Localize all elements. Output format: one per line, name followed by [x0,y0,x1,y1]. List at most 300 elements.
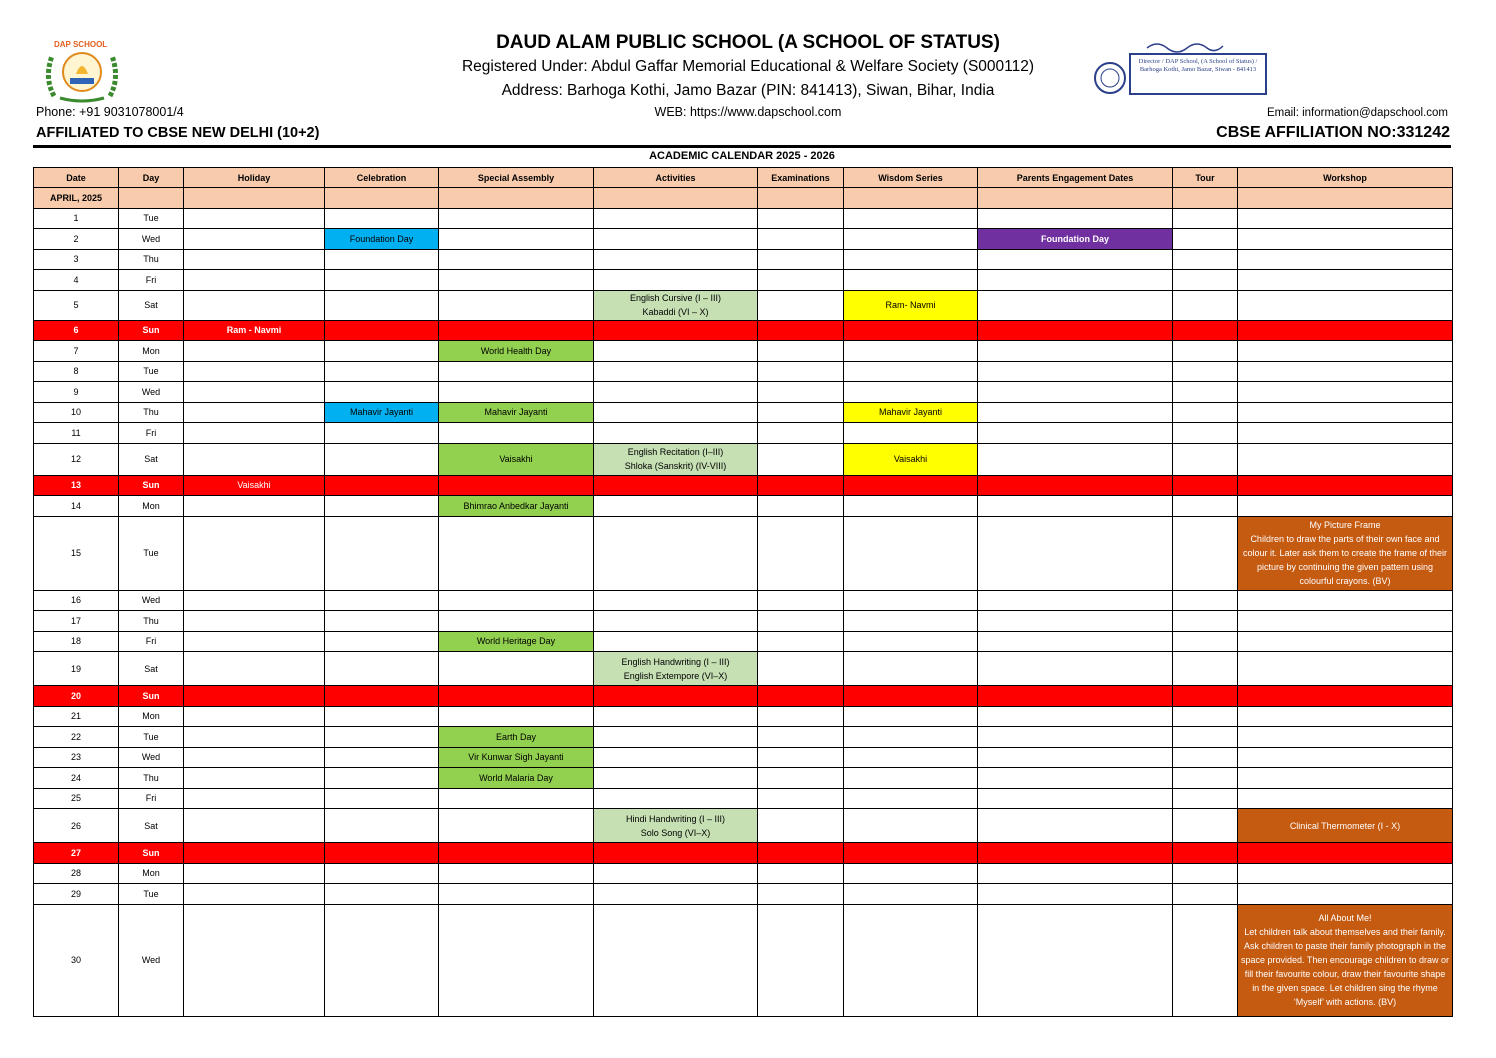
assembly-cell [439,904,594,1016]
date-cell: 12 [34,443,119,475]
activities-cell [594,475,758,496]
calendar-row [34,229,1453,250]
workshop-cell [1238,809,1453,843]
date-cell: 10 [34,402,119,423]
wisdom-cell [844,611,978,632]
assembly-cell [439,788,594,809]
examinations-cell [758,496,844,517]
calendar-row [34,320,1453,341]
assembly-cell [439,423,594,444]
date-cell: 1 [34,208,119,229]
tour-cell [1173,270,1238,291]
examinations-cell [758,863,844,884]
column-header: Tour [1173,168,1238,188]
examinations-cell [758,631,844,652]
wisdom-cell [844,496,978,517]
wisdom-cell [844,904,978,1016]
calendar-row [34,382,1453,403]
calendar-row [34,402,1453,423]
assembly-cell [439,809,594,843]
website-link[interactable]: WEB: https://www.dapschool.com [654,105,842,119]
parents-engagement-cell [978,402,1173,423]
celebration-cell [325,611,439,632]
column-header: Holiday [184,168,325,188]
calendar-row [34,361,1453,382]
assembly-cell [439,382,594,403]
date-cell: 6 [34,320,119,341]
calendar-title: ACADEMIC CALENDAR 2025 - 2026 [649,150,835,162]
tour-cell [1173,747,1238,768]
parents-engagement-cell [978,249,1173,270]
celebration-cell [325,652,439,686]
holiday-cell [184,611,325,632]
activities-cell [594,290,758,320]
celebration-cell [325,590,439,611]
parents-engagement-cell [978,208,1173,229]
activities-cell-line: English Cursive (I – III) [629,293,722,303]
workshop-cell [1238,706,1453,727]
holiday-cell [184,361,325,382]
workshop-cell [1238,904,1453,1016]
assembly-cell [439,863,594,884]
activities-cell [594,809,758,843]
tour-cell [1173,229,1238,250]
parents-engagement-cell [978,516,1173,590]
tour-cell [1173,631,1238,652]
examinations-cell [758,884,844,905]
phone-number: Phone: +91 9031078001/4 [36,105,184,119]
examinations-cell [758,904,844,1016]
column-header: Workshop [1238,168,1453,188]
holiday-cell [184,443,325,475]
parents-engagement-cell [978,443,1173,475]
assembly-cell: Mahavir Jayanti [439,402,594,423]
tour-cell [1173,809,1238,843]
day-cell: Sat [119,652,184,686]
wisdom-cell [844,652,978,686]
calendar-row [34,843,1453,864]
date-cell: 20 [34,686,119,707]
wisdom-cell [844,631,978,652]
assembly-cell: Vaisakhi [439,443,594,475]
calendar-row [34,270,1453,291]
activities-cell [594,590,758,611]
month-row [34,188,1453,209]
examinations-cell [758,516,844,590]
assembly-cell: World Health Day [439,341,594,362]
affiliation-number: CBSE AFFILIATION NO:331242 [1216,124,1450,141]
day-cell: Tue [119,884,184,905]
day-cell: Sun [119,843,184,864]
tour-cell [1173,590,1238,611]
celebration-cell [325,249,439,270]
activities-cell-line: English Handwriting (I – III) [621,656,730,667]
calendar-row [34,443,1453,475]
examinations-cell [758,320,844,341]
date-cell: 24 [34,768,119,789]
day-cell: Thu [119,402,184,423]
assembly-cell [439,290,594,320]
day-cell: Mon [119,706,184,727]
tour-cell [1173,863,1238,884]
activities-cell [594,249,758,270]
date-cell: 16 [34,590,119,611]
assembly-cell: World Malaria Day [439,768,594,789]
tour-cell [1173,443,1238,475]
calendar-row [34,516,1453,590]
assembly-cell [439,843,594,864]
celebration-cell [325,475,439,496]
wisdom-cell [844,361,978,382]
examinations-cell [758,611,844,632]
parents-engagement-cell [978,727,1173,748]
workshop-cell [1238,516,1453,590]
parents-engagement-cell [978,290,1173,320]
assembly-cell [439,229,594,250]
date-cell: 4 [34,270,119,291]
school-name: DAUD ALAM PUBLIC SCHOOL (A SCHOOL OF STATUS) [496,32,1000,53]
table-header-row [34,168,1453,188]
workshop-cell [1238,496,1453,517]
calendar-row [34,863,1453,884]
examinations-cell [758,809,844,843]
wisdom-cell [844,382,978,403]
activities-cell [594,208,758,229]
activities-cell [594,402,758,423]
date-cell: 18 [34,631,119,652]
wisdom-cell: Vaisakhi [844,443,978,475]
tour-cell [1173,652,1238,686]
date-cell: 13 [34,475,119,496]
activities-cell [594,863,758,884]
assembly-cell [439,611,594,632]
tour-cell [1173,423,1238,444]
day-cell: Thu [119,611,184,632]
day-cell: Wed [119,904,184,1016]
activities-cell [594,382,758,403]
celebration-cell [325,809,439,843]
day-cell: Wed [119,229,184,250]
celebration-cell [325,686,439,707]
tour-cell [1173,496,1238,517]
celebration-cell [325,788,439,809]
examinations-cell [758,788,844,809]
holiday-cell [184,208,325,229]
calendar-row [34,686,1453,707]
parents-engagement-cell [978,768,1173,789]
tour-cell [1173,727,1238,748]
registration-line: Registered Under: Abdul Gaffar Memorial Educational & Welfare Society (S000112) [461,58,1035,75]
celebration-cell [325,341,439,362]
parents-engagement-cell [978,382,1173,403]
examinations-cell [758,686,844,707]
holiday-cell [184,229,325,250]
holiday-cell [184,270,325,291]
celebration-cell [325,516,439,590]
tour-cell [1173,516,1238,590]
activities-cell [594,611,758,632]
activities-cell [594,843,758,864]
wisdom-cell [844,249,978,270]
date-cell: 22 [34,727,119,748]
calendar-row [34,423,1453,444]
column-header: Date [34,168,119,188]
wisdom-cell [844,809,978,843]
tour-cell [1173,402,1238,423]
activities-cell-line: Shloka (Sanskrit) (IV-VIII) [624,461,727,471]
tour-cell [1173,208,1238,229]
celebration-cell [325,631,439,652]
wisdom-cell [844,788,978,809]
day-cell: Sat [119,443,184,475]
examinations-cell [758,249,844,270]
activities-cell [594,747,758,768]
holiday-cell: Vaisakhi [184,475,325,496]
tour-cell [1173,382,1238,403]
calendar-row [34,809,1453,843]
assembly-cell [439,249,594,270]
day-cell: Fri [119,423,184,444]
assembly-cell [439,208,594,229]
holiday-cell [184,402,325,423]
celebration-cell: Mahavir Jayanti [325,402,439,423]
tour-cell [1173,341,1238,362]
activities-cell [594,229,758,250]
tour-cell [1173,249,1238,270]
workshop-cell [1238,631,1453,652]
parents-engagement-cell [978,863,1173,884]
celebration-cell [325,423,439,444]
tour-cell [1173,768,1238,789]
calendar-row [34,768,1453,789]
day-cell: Tue [119,516,184,590]
examinations-cell [758,382,844,403]
column-header: Day [119,168,184,188]
workshop-cell [1238,423,1453,444]
parents-engagement-cell [978,652,1173,686]
activities-cell-line: English Extempore (VI–X) [623,670,728,681]
activities-cell [594,706,758,727]
holiday-cell [184,727,325,748]
assembly-cell [439,320,594,341]
holiday-cell [184,496,325,517]
workshop-cell-line: Clinical Thermometer (I - X) [1289,820,1401,831]
activities-cell [594,904,758,1016]
activities-cell-line: Kabaddi (VI – X) [642,307,709,317]
calendar-row [34,747,1453,768]
celebration-cell [325,270,439,291]
assembly-cell [439,475,594,496]
activities-cell [594,270,758,291]
celebration-cell [325,382,439,403]
date-cell: 9 [34,382,119,403]
examinations-cell [758,341,844,362]
parents-engagement-cell [978,496,1173,517]
celebration-cell [325,320,439,341]
day-cell: Wed [119,590,184,611]
activities-cell-line: Hindi Handwriting (I – III) [625,813,726,824]
activities-cell [594,727,758,748]
day-cell: Thu [119,768,184,789]
activities-cell [594,341,758,362]
workshop-cell-line: My Picture Frame [1309,520,1381,530]
activities-cell [594,788,758,809]
parents-engagement-cell [978,611,1173,632]
celebration-cell [325,843,439,864]
holiday-cell [184,686,325,707]
holiday-cell: Ram - Navmi [184,320,325,341]
parents-engagement-cell [978,706,1173,727]
examinations-cell [758,423,844,444]
logo-text: DAP SCHOOL [54,40,108,49]
examinations-cell [758,475,844,496]
holiday-cell [184,788,325,809]
examinations-cell [758,652,844,686]
activities-cell-line: English Recitation (I–III) [627,447,724,457]
column-header: Parents Engagement Dates [978,168,1173,188]
parents-engagement-cell [978,809,1173,843]
assembly-cell [439,884,594,905]
examinations-cell [758,706,844,727]
workshop-cell [1238,270,1453,291]
calendar-row [34,475,1453,496]
activities-cell [594,496,758,517]
academic-calendar-table [33,167,1453,1017]
celebration-cell [325,443,439,475]
assembly-cell [439,361,594,382]
holiday-cell [184,652,325,686]
email-address[interactable]: Email: information@dapschool.com [1266,107,1448,119]
examinations-cell [758,727,844,748]
calendar-row [34,249,1453,270]
date-cell: 30 [34,904,119,1016]
workshop-cell [1238,208,1453,229]
holiday-cell [184,747,325,768]
assembly-cell: Vir Kunwar Sigh Jayanti [439,747,594,768]
month-label: APRIL, 2025 [34,188,119,209]
workshop-cell [1238,884,1453,905]
holiday-cell [184,290,325,320]
celebration-cell [325,706,439,727]
calendar-row [34,631,1453,652]
tour-cell [1173,611,1238,632]
celebration-cell [325,768,439,789]
assembly-cell: Earth Day [439,727,594,748]
holiday-cell [184,382,325,403]
wisdom-cell: Ram- Navmi [844,290,978,320]
wisdom-cell [844,229,978,250]
day-cell: Mon [119,863,184,884]
day-cell: Sat [119,290,184,320]
activities-cell [594,443,758,475]
wisdom-cell [844,747,978,768]
holiday-cell [184,631,325,652]
tour-cell [1173,361,1238,382]
workshop-cell [1238,686,1453,707]
date-cell: 2 [34,229,119,250]
parents-engagement-cell [978,341,1173,362]
assembly-cell [439,516,594,590]
holiday-cell [184,863,325,884]
workshop-cell [1238,652,1453,686]
activities-cell [594,423,758,444]
parents-engagement-cell [978,904,1173,1016]
date-cell: 25 [34,788,119,809]
activities-cell [594,652,758,686]
column-header: Activities [594,168,758,188]
wisdom-cell [844,423,978,444]
parents-engagement-cell [978,631,1173,652]
header-divider [33,145,1451,148]
date-cell: 11 [34,423,119,444]
date-cell: 5 [34,290,119,320]
holiday-cell [184,768,325,789]
workshop-cell [1238,290,1453,320]
examinations-cell [758,270,844,291]
workshop-cell [1238,863,1453,884]
day-cell: Sun [119,320,184,341]
wisdom-cell: Mahavir Jayanti [844,402,978,423]
tour-cell [1173,884,1238,905]
activities-cell [594,361,758,382]
calendar-row [34,590,1453,611]
workshop-cell [1238,727,1453,748]
workshop-cell [1238,843,1453,864]
parents-engagement-cell [978,423,1173,444]
wisdom-cell [844,475,978,496]
activities-cell [594,884,758,905]
wisdom-cell [844,843,978,864]
assembly-cell [439,590,594,611]
celebration-cell [325,884,439,905]
workshop-cell [1238,443,1453,475]
wisdom-cell [844,320,978,341]
parents-engagement-cell: Foundation Day [978,229,1173,250]
celebration-cell [325,863,439,884]
assembly-cell: World Heritage Day [439,631,594,652]
celebration-cell: Foundation Day [325,229,439,250]
day-cell: Fri [119,270,184,291]
calendar-row [34,788,1453,809]
workshop-cell [1238,320,1453,341]
day-cell: Tue [119,361,184,382]
parents-engagement-cell [978,788,1173,809]
workshop-cell [1238,229,1453,250]
activities-cell [594,631,758,652]
workshop-cell [1238,402,1453,423]
day-cell: Mon [119,496,184,517]
day-cell: Fri [119,631,184,652]
examinations-cell [758,229,844,250]
wisdom-cell [844,590,978,611]
workshop-cell [1238,382,1453,403]
wisdom-cell [844,863,978,884]
calendar-row [34,652,1453,686]
day-cell: Sun [119,686,184,707]
workshop-cell [1238,590,1453,611]
date-cell: 8 [34,361,119,382]
parents-engagement-cell [978,270,1173,291]
date-cell: 28 [34,863,119,884]
examinations-cell [758,443,844,475]
workshop-cell [1238,747,1453,768]
workshop-cell-line: All About Me! [1318,913,1372,923]
wisdom-cell [844,884,978,905]
assembly-cell [439,652,594,686]
examinations-cell [758,590,844,611]
activities-cell [594,320,758,341]
tour-cell [1173,320,1238,341]
